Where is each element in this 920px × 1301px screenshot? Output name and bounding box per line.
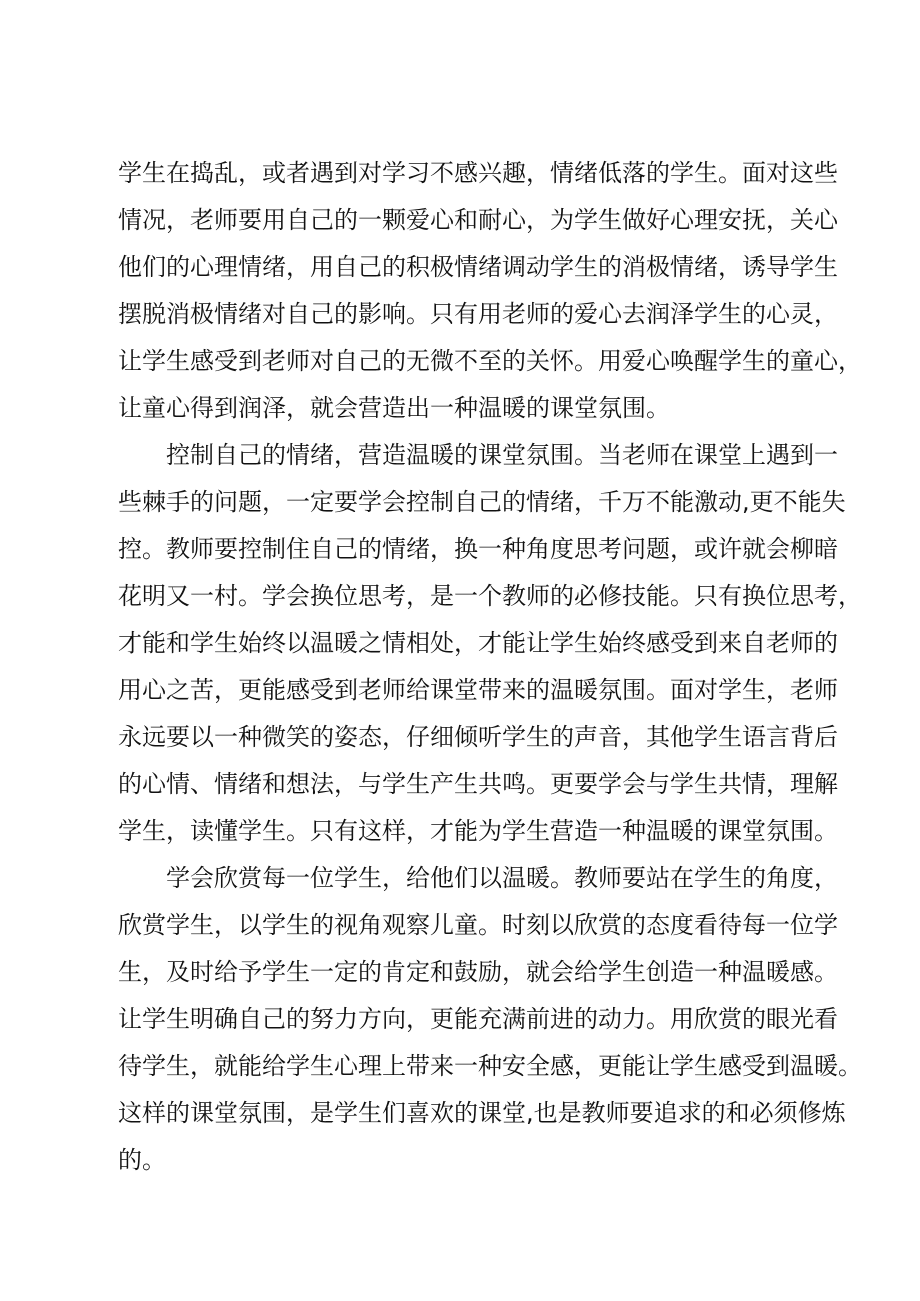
text-line: 的。 bbox=[118, 1146, 166, 1174]
text-line: 的心情、情绪和想法，与学生产生共鸣。更要学会与学生共情，理解 bbox=[118, 770, 838, 798]
text-line: 控。教师要控制住自己的情绪，换一种角度思考问题，或许就会柳暗 bbox=[118, 535, 838, 563]
text-line: 欣赏学生，以学生的视角观察儿童。时刻以欣赏的态度看待每一位学 bbox=[118, 911, 838, 939]
text-line: 这样的课堂氛围，是学生们喜欢的课堂,也是教师要追求的和必须修炼 bbox=[118, 1099, 846, 1127]
text-line: 他们的心理情绪，用自己的积极情绪调动学生的消极情绪，诱导学生 bbox=[118, 253, 838, 281]
text-line: 让童心得到润泽，就会营造出一种温暖的课堂氛围。 bbox=[118, 394, 670, 422]
text-line: 用心之苦，更能感受到老师给课堂带来的温暖氛围。面对学生，老师 bbox=[118, 676, 838, 704]
text-line: 让学生感受到老师对自己的无微不至的关怀。用爱心唤醒学生的童心， bbox=[118, 347, 862, 375]
text-line: 待学生，就能给学生心理上带来一种安全感，更能让学生感受到温暖。 bbox=[118, 1052, 862, 1080]
text-line: 学会欣赏每一位学生，给他们以温暖。教师要站在学生的角度， bbox=[166, 864, 838, 892]
text-line: 摆脱消极情绪对自己的影响。只有用老师的爱心去润泽学生的心灵， bbox=[118, 300, 838, 328]
text-line: 永远要以一种微笑的姿态，仔细倾听学生的声音，其他学生语言背后 bbox=[118, 723, 838, 751]
paragraph-1 bbox=[118, 150, 862, 432]
text-line: 学生，读懂学生。只有这样，才能为学生营造一种温暖的课堂氛围。 bbox=[118, 817, 838, 845]
paragraph-3 bbox=[118, 855, 862, 1184]
text-line: 些棘手的问题，一定要学会控制自己的情绪，千万不能激动,更不能失 bbox=[118, 488, 846, 516]
text-line: 生，及时给予学生一定的肯定和鼓励，就会给学生创造一种温暖感。 bbox=[118, 958, 838, 986]
text-line: 花明又一村。学会换位思考，是一个教师的必修技能。只有换位思考， bbox=[118, 582, 862, 610]
body-text bbox=[118, 150, 862, 1184]
text-line: 情况，老师要用自己的一颗爱心和耐心，为学生做好心理安抚，关心 bbox=[118, 206, 838, 234]
text-line: 学生在捣乱，或者遇到对学习不感兴趣，情绪低落的学生。面对这些 bbox=[118, 159, 838, 187]
text-line: 让学生明确自己的努力方向，更能充满前进的动力。用欣赏的眼光看 bbox=[118, 1005, 838, 1033]
text-line: 控制自己的情绪，营造温暖的课堂氛围。当老师在课堂上遇到一 bbox=[166, 441, 838, 469]
text-line: 才能和学生始终以温暖之情相处，才能让学生始终感受到来自老师的 bbox=[118, 629, 838, 657]
paragraph-2 bbox=[118, 432, 862, 855]
